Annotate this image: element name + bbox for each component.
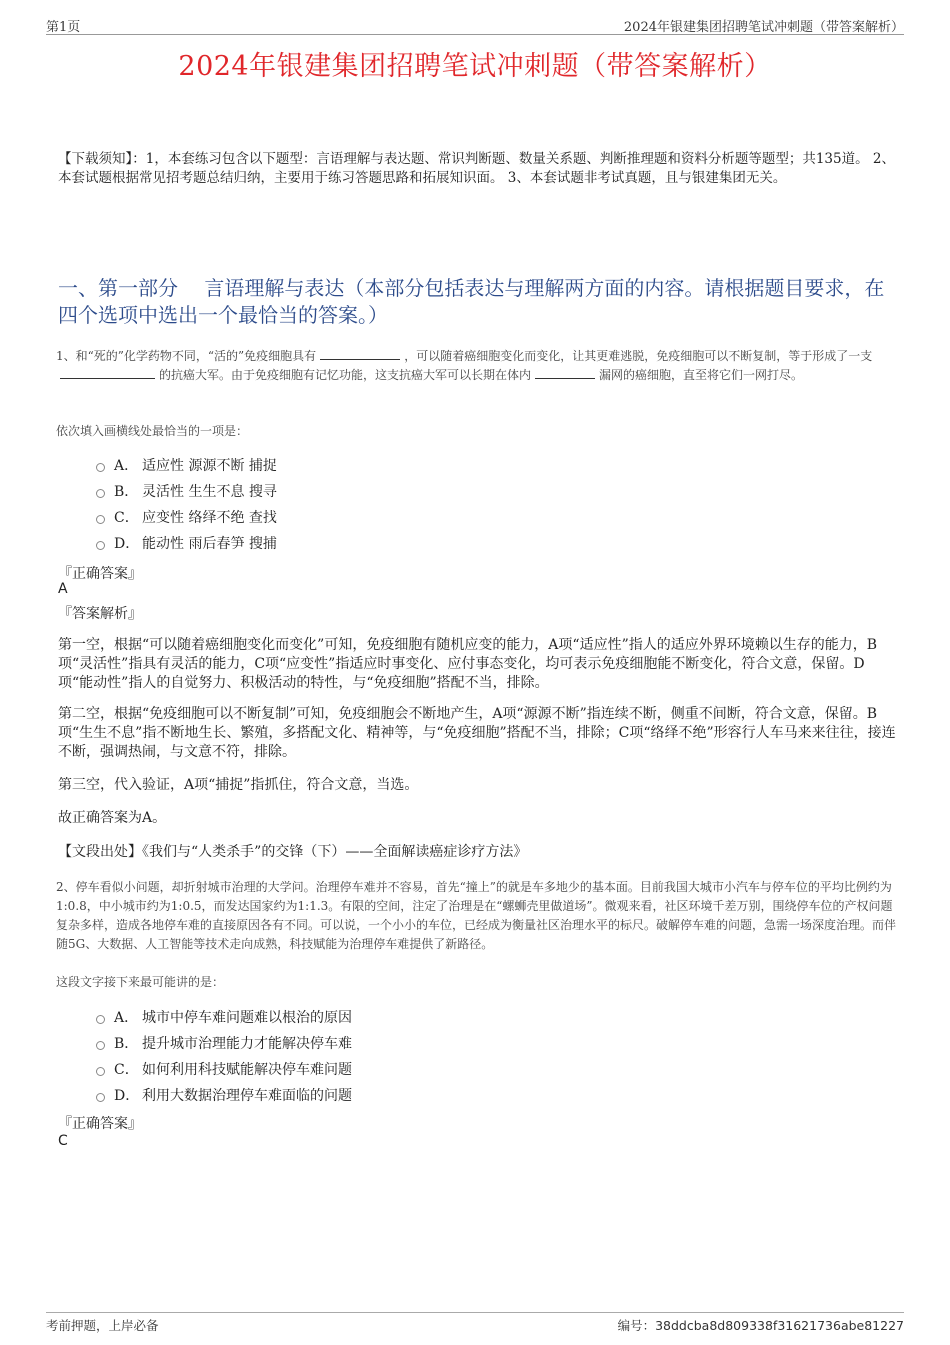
radio-icon[interactable] (96, 1015, 105, 1024)
page-header (46, 14, 904, 35)
analysis-paragraph-3: 第三空，代入验证，A项“捕捉”指抓住，符合文意，当选。 (58, 777, 419, 793)
question-1-prompt: 依次填入画横线处最恰当的一项是： (56, 424, 249, 438)
footer-code: 编号：38ddcba8d809338f31621736abe81227 (617, 1318, 904, 1333)
analysis-label: 『答案解析』 (58, 606, 142, 622)
radio-icon[interactable] (96, 489, 105, 498)
option-a[interactable]: A． 适应性 源源不断 捕捉 (96, 452, 277, 478)
question-2-text: 2、停车看似小问题，却折射城市治理的大学问。治理停车难并不容易，首先“撞上”的就是车多地少的基本面。目前我国大城市小汽车与停车位的平均比例约为1:0.8，中小城市约为1:0.5，而发达国家约为1:1.3。有限的空间，注定了治理是在“螺蛳壳里做道场”。微观来看，社区环境千差万别，围绕停车位的产权问题复杂多样，造成各地停车难的直接原因各有不同。可以说，一个小小的车位，已经成为衡量社区治理水平的标尺。破解停车难的问题，急需一场深度治理。而伴随5G、大数据、人工智能等技术走向成熟，科技赋能为治理停车难提供了新路径。 (56, 880, 897, 951)
radio-icon[interactable] (96, 541, 105, 550)
option-d[interactable]: D． 利用大数据治理停车难面临的问题 (96, 1082, 352, 1108)
blank-line (535, 366, 595, 379)
answer-label: 『正确答案』 (58, 566, 142, 582)
radio-icon[interactable] (96, 515, 105, 524)
option-c[interactable]: C． 应变性 络绎不绝 查找 (96, 504, 277, 530)
question-1-text: 1、和“死的”化学药物不同，“活的”免疫细胞具有 ，可以随着癌细胞变化而变化，让其更难逃脱，免疫细胞可以不断复制，等于形成了一支的抗癌大军。由于免疫细胞有记忆功能，这支抗癌大军可以长期在体内 漏网的癌细胞，直至将它们一网打尽。 (56, 349, 873, 382)
answer-label: 『正确答案』 (58, 1116, 142, 1132)
document-title: 2024年银建集团招聘笔试冲刺题（带答案解析） (178, 51, 772, 82)
blank-line (60, 366, 155, 379)
download-notice: 【下载须知】：1，本套练习包含以下题型：言语理解与表达题、常识判断题、数量关系题、判断推理题和资料分析题等题型；共135道。 2、本套试题根据常见招考题总结归纳，主要用于练习答题思路和拓展知识面。 3、本套试题非考试真题，且与银建集团无关。 (58, 151, 895, 186)
section-title: 一、第一部分 言语理解与表达（本部分包括表达与理解两方面的内容。请根据题目要求，在四个选项中选出一个最恰当的答案。） (58, 276, 885, 327)
question-2-options (96, 1004, 352, 1108)
question-1 (56, 347, 898, 385)
page-number: 第1页 (46, 20, 81, 35)
answer-value: C (58, 1133, 68, 1149)
radio-icon[interactable] (96, 1093, 105, 1102)
option-b[interactable]: B． 提升城市治理能力才能解决停车难 (96, 1030, 352, 1056)
option-b[interactable]: B． 灵活性 生生不息 搜寻 (96, 478, 277, 504)
question-1-options (96, 452, 277, 556)
radio-icon[interactable] (96, 463, 105, 472)
header-doc-title: 2024年银建集团招聘笔试冲刺题（带答案解析） (623, 20, 904, 35)
option-c[interactable]: C． 如何利用科技赋能解决停车难问题 (96, 1056, 352, 1082)
page-footer (46, 1312, 904, 1333)
question-2-prompt: 这段文字接下来最可能讲的是： (56, 975, 225, 989)
analysis-paragraph-2: 第二空，根据“免疫细胞可以不断复制”可知，免疫细胞会不断地产生，A项“源源不断”指连续不断，侧重不间断，符合文意，保留。B项“生生不息”指不断地生长、繁殖，多搭配文化、精神等，与“免疫细胞”搭配不当，排除；C项“络绎不绝”形容行人车马来来往往，接连不断，强调热闹，与文意不符，排除。 (58, 706, 896, 760)
analysis-conclusion: 故正确答案为A。 (58, 810, 167, 826)
radio-icon[interactable] (96, 1041, 105, 1050)
option-d[interactable]: D． 能动性 雨后春笋 搜捕 (96, 530, 277, 556)
answer-value: A (58, 581, 68, 597)
footer-slogan: 考前押题，上岸必备 (46, 1318, 159, 1333)
radio-icon[interactable] (96, 1067, 105, 1076)
analysis-paragraph-1: 第一空，根据“可以随着癌细胞变化而变化”可知，免疫细胞有随机应变的能力，A项“适应性”指人的适应外界环境赖以生存的能力，B项“灵活性”指具有灵活的能力，C项“应变性”指适应时事变化、应付事态变化，均可表示免疫细胞能不断变化，符合文意，保留。D项“能动性”指人的自觉努力、积极活动的特性，与“免疫细胞”搭配不当，排除。 (58, 637, 878, 691)
blank-line (320, 347, 400, 360)
option-a[interactable]: A． 城市中停车难问题难以根治的原因 (96, 1004, 352, 1030)
source-citation: 【文段出处】《我们与“人类杀手”的交锋（下）——全面解读癌症诊疗方法》 (58, 844, 528, 860)
